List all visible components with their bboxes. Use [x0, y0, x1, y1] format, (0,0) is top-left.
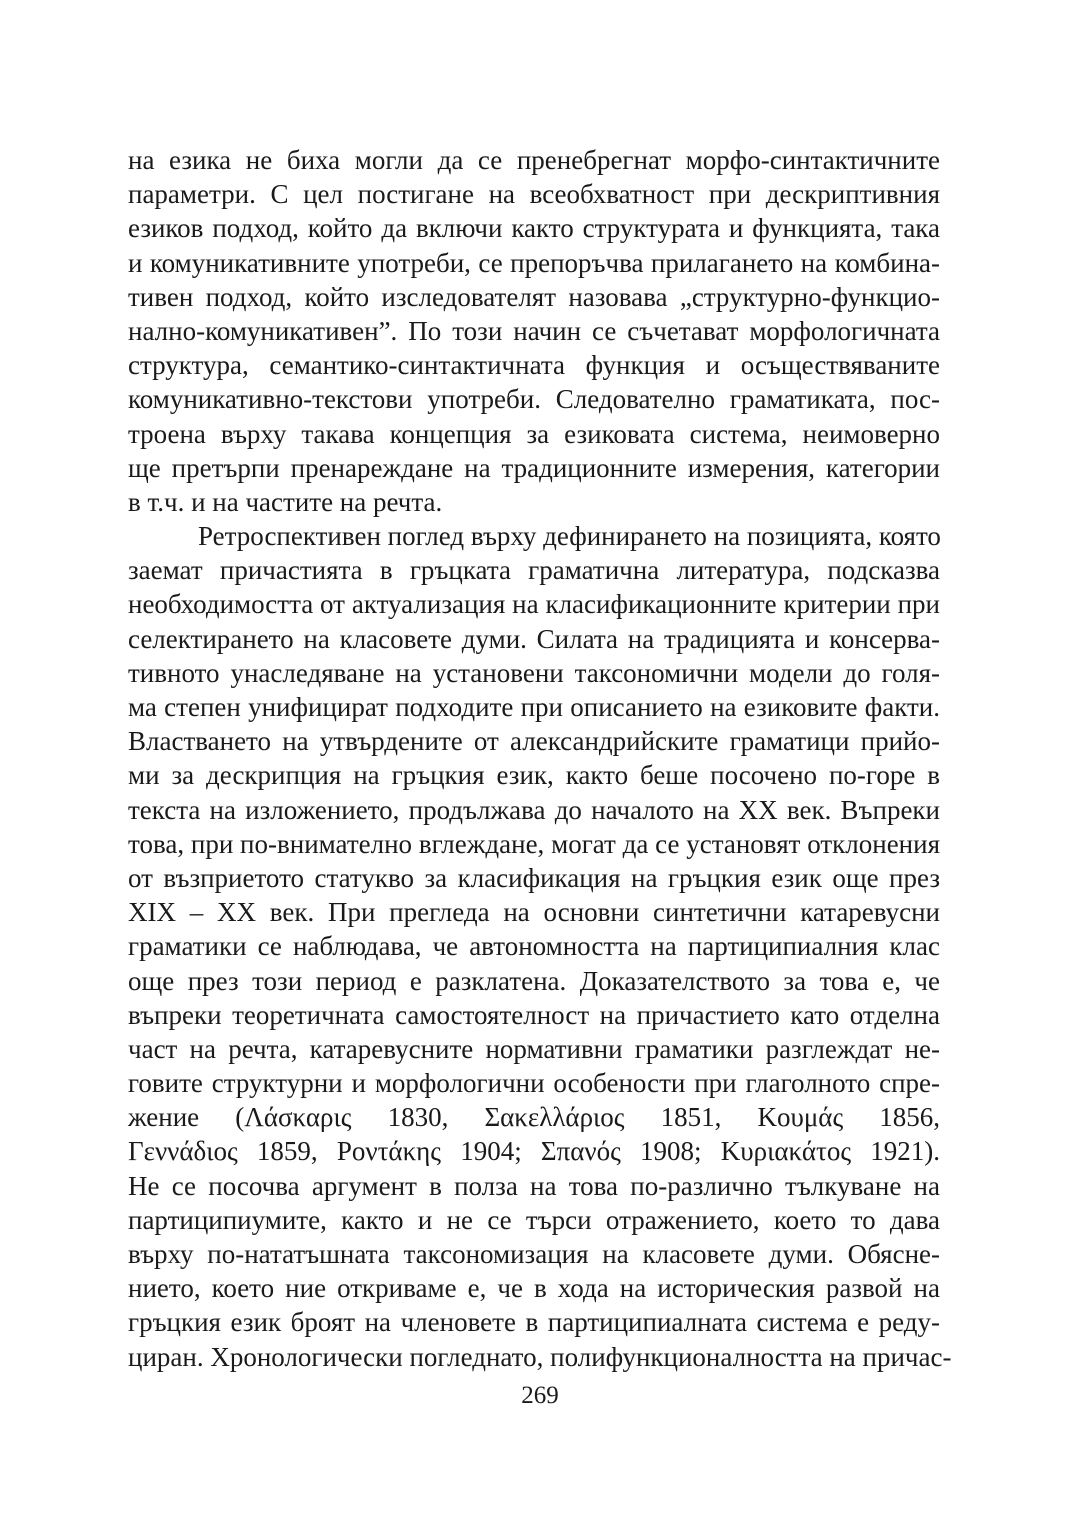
- text-line: параметри. С цел постигане на всеобхватност при дескриптивния: [128, 179, 940, 210]
- text-line: граматики се наблюдава, че автономността на партиципиалния клас: [128, 931, 940, 962]
- text-line: гръцкия език броят на членовете в партиципиалната система е реду-: [128, 1307, 940, 1338]
- text-line: Не се посочва аргумент в полза на това по-различно тълкуване на: [128, 1170, 940, 1201]
- text-line: от възприетото статукво за класификация на гръцкия език още през: [128, 862, 940, 893]
- page-body: [128, 143, 952, 1374]
- text-line: структура, семантико-синтактичната функция и осъществяваните: [128, 350, 940, 381]
- text-line: необходимостта от актуализация на класификационните критерии при: [128, 589, 940, 620]
- text-line: текста на изложението, продължава до началото на ХХ век. Въпреки: [128, 794, 940, 825]
- text-line: въпреки теоретичната самостоятелност на причастието като отделна: [128, 999, 940, 1030]
- text-line: и комуникативните употреби, се препоръчва прилагането на комбина-: [128, 247, 940, 278]
- text-line: циран. Хронологически погледнато, полифункционалността на причас-: [128, 1341, 952, 1372]
- text-line: нието, което ние откриваме е, че в хода на историческия развой на: [128, 1273, 940, 1304]
- text-line: ми за дескрипция на гръцкия език, както беше посочено по-горе в: [128, 760, 940, 791]
- text-line: тивен подход, който изследователят назовава „структурно-функцио-: [128, 281, 940, 312]
- paragraph-2: [128, 519, 952, 1374]
- text-line: още през този период е разклатена. Доказателството за това е, че: [128, 965, 940, 996]
- text-line: троена върху такава концепция за езиковата система, неимоверно: [128, 418, 940, 449]
- text-line: XIX – XX век. При прегледа на основни синтетични катаревусни: [128, 897, 940, 928]
- text-line: тивното унаследяване на установени таксономични модели до голя-: [128, 657, 940, 688]
- text-line: това, при по-внимателно вглеждане, могат да се установят отклонения: [128, 828, 940, 859]
- text-line: жение (Λάσκαρις 1830, Σακελλάριος 1851, Κουμάς 1856,: [128, 1102, 940, 1133]
- page-number: 269: [521, 1382, 559, 1409]
- text-line: комуникативно-текстови употреби. Следователно граматиката, пос-: [128, 384, 940, 415]
- text-line: в т.ч. и на частите на речта.: [128, 486, 443, 517]
- text-line: Ретроспективен поглед върху дефинирането на позицията, която: [198, 521, 941, 552]
- text-line: партиципиумите, както и не се търси отражението, което то дава: [128, 1204, 940, 1235]
- text-line: ма степен унифицират подходите при описанието на езиковите факти.: [128, 692, 940, 722]
- text-line: говите структурни и морфологични особености при глаголното спре-: [128, 1068, 940, 1099]
- text-line: езиков подход, който да включи както структурата и функцията, така: [128, 213, 940, 244]
- paragraph-1: [128, 143, 940, 519]
- text-line: Властването на утвърдените от александрийските граматици прийо-: [128, 726, 940, 757]
- text-line: нално-комуникативен”. По този начин се съчетават морфологичната: [128, 315, 940, 346]
- text-line: част на речта, катаревусните нормативни граматики разглеждат не-: [128, 1033, 940, 1064]
- text-line: на езика не биха могли да се пренебрегнат морфо-синтактичните: [128, 145, 940, 175]
- text-line: ще претърпи пренареждане на традиционните измерения, категории: [128, 452, 940, 483]
- text-line: върху по-нататъшната таксономизация на класовете думи. Обясне-: [128, 1239, 940, 1269]
- text-line: Γεννάδιος 1859, Ροντάκης 1904; Σπανός 1908; Κυριακάτος 1921).: [128, 1136, 940, 1167]
- text-line: заемат причастията в гръцката граматична литература, подсказва: [128, 555, 940, 586]
- text-line: селектирането на класовете думи. Силата на традицията и консерва-: [128, 623, 940, 654]
